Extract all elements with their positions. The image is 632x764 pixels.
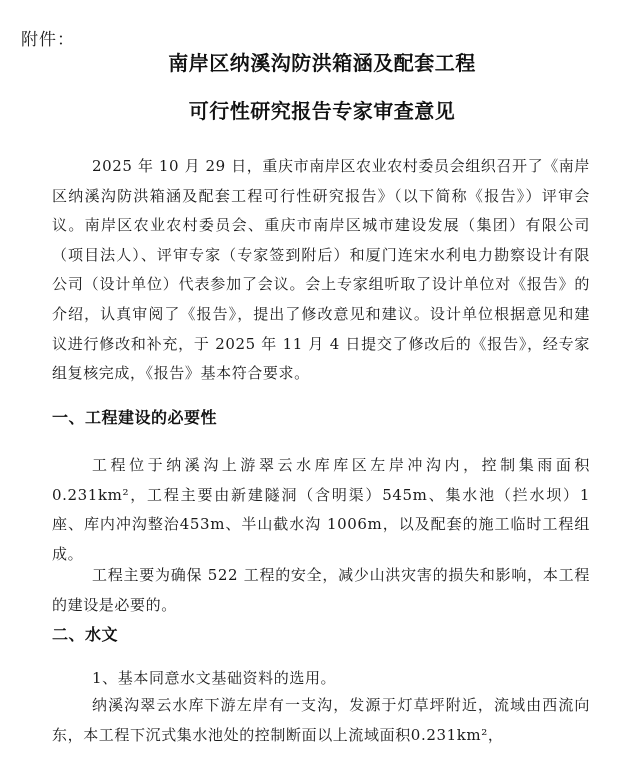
section-heading-necessity: 一、工程建设的必要性 — [52, 408, 218, 427]
intro-paragraph: 2025 年 10 月 29 日，重庆市南岸区农业农村委员会组织召开了《南岸区纳溪沟防洪箱涵及配套工程可行性研究报告》（以下简称《报告》）评审会议。南岸区农业农村委员会、重庆市南岸区城市建设发展（集团）有限公司（项目法人）、评审专家（专家签到附后）和厦门连宋水利电力勘察设计有限公司（设计单位）代表参加了会议。会上专家组听取了设计单位对《报告》的介绍，认真审阅了《报告》，提出了修改意见和建议。设计单位根据意见和建议进行修改和补充，于 2025 年 11 月 4 日提交了修改后的《报告》，经专家组复核完成，《报告》基本符合要求。 — [52, 157, 590, 383]
hydrology-item-1: 1、基本同意水文基础资料的选用。 — [92, 669, 337, 687]
project-purpose-paragraph: 工程主要为确保 522 工程的安全，减少山洪灾害的损失和影响，本工程的建设是必要的。 — [52, 566, 590, 614]
document-title-line-2: 可行性研究报告专家审查意见 — [188, 99, 456, 123]
project-location-paragraph: 工程位于纳溪沟上游翠云水库库区左岸冲沟内，控制集雨面积 0.231km²，工程主要由新建隧洞（含明渠）545m、集水池（拦水坝）1 座、库内冲沟整治453m、半山截水沟 1006m，以及配套的施工临时工程组成。 — [52, 456, 590, 563]
document-title-line-1: 南岸区纳溪沟防洪箱涵及配套工程 — [168, 51, 476, 75]
attachment-label: 附件： — [21, 30, 75, 50]
hydrology-description-paragraph: 纳溪沟翠云水库下游左岸有一支沟，发源于灯草坪附近，流域由西流向东，本工程下沉式集水池处的控制断面以上流域面积0.231km²， — [52, 696, 590, 744]
section-heading-hydrology: 二、水文 — [52, 625, 119, 644]
